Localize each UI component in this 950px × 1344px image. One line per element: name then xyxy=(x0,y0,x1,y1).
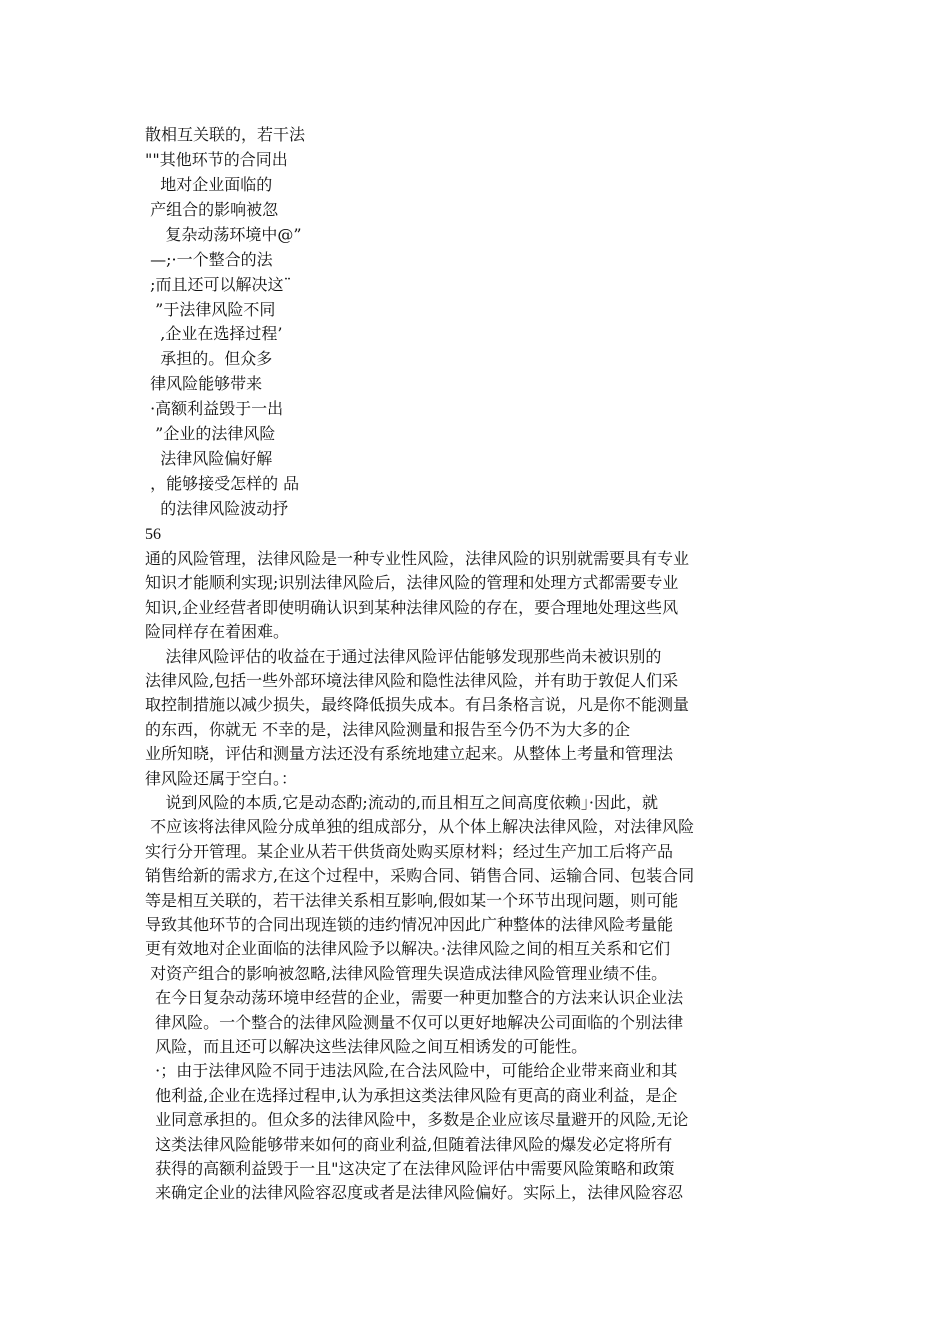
fragment-line: 散相互关联的，若干法 xyxy=(145,125,306,144)
fragment-line: 复杂动荡环境中@” xyxy=(145,224,302,244)
page-number: 56 xyxy=(145,526,161,543)
body-line: 来确定企业的法律风险容忍度或者是法律风险偏好。实际上，法律风险容忍 xyxy=(145,1183,684,1203)
body-line: 在今日复杂动荡环境申经营的企业，需要一种更加整合的方法来认识企业法 xyxy=(145,988,684,1008)
fragment-line: ”企业的法律风险 xyxy=(145,424,276,444)
fragment-line: 产组合的影响被忽 xyxy=(145,199,279,219)
body-line: ·；由于法律风险不同于违法风险,在合法风险中，可能给企业带来商业和其 xyxy=(145,1061,678,1081)
fragment-line: 地对企业面临的 xyxy=(145,174,273,194)
body-line: 险同样存在着困难。 xyxy=(145,622,290,642)
fragment-line: —;·一个整合的法 xyxy=(145,249,273,269)
fragment-line: 法律风险偏好解 xyxy=(145,449,273,469)
fragment-line: 律风险能够带来 xyxy=(145,374,263,394)
fragment-line: ”于法律风险不同 xyxy=(145,299,276,319)
body-line: 获得的高额利益毁于一且"这决定了在法律风险评估中需要风险策略和政策 xyxy=(145,1159,675,1178)
body-line: 通的风险管理，法律风险是一种专业性风险，法律风险的识别就需要具有专业 xyxy=(145,549,690,568)
body-line: 的东西，你就无 不幸的是，法律风险测量和报告至今仍不为大多的企 xyxy=(145,719,631,739)
body-line: 说到风险的本质,它是动态酌;流动的,而且相互之间高度依赖」·因此，就 xyxy=(145,793,658,812)
body-line: 取控制措施以减少损失，最终降低损失成本。有吕条格言说，凡是你不能测量 xyxy=(145,695,690,715)
body-line: 业同意承担的。但众多的法律风险中，多数是企业应该尽量避开的风险,无论 xyxy=(145,1110,689,1130)
fragment-line: ;而且还可以解决这¨ xyxy=(145,274,292,294)
body-line: 律风险。一个整合的法律风险测量不仅可以更好地解决公司面临的个别法律 xyxy=(145,1012,684,1032)
body-line: 销售给新的需求方,在这个过程中，采购合同、销售合同、运输合同、包装合同 xyxy=(145,866,695,886)
fragment-line: ""其他环节的合同出 xyxy=(145,149,288,169)
body-line: 法律风险,包括一些外部环境法律风险和隐性法律风险，并有助于敦促人们采 xyxy=(145,671,679,690)
body-line: 这类法律风险能够带来如何的商业利益,但随着法律风险的爆发必定将所有 xyxy=(145,1134,673,1154)
fragment-line: ·高额利益毁于一出 xyxy=(145,399,284,419)
body-line: 法律风险评估的收益在于通过法律风险评估能够发现那些尚未被识别的 xyxy=(145,646,662,666)
fragment-line: 的法律风险波动抒 xyxy=(145,498,289,518)
body-line: 业所知晓，评估和测量方法还没有系统地建立起来。从整体上考量和管理法 xyxy=(145,744,674,764)
fragment-line: ,企业在选择过程’ xyxy=(145,324,283,344)
body-line: 知识才能顺利实现;识别法律风险后，法律风险的管理和处理方式都需要专业 xyxy=(145,573,679,593)
body-line: 律风险还属于空白。： xyxy=(145,768,298,788)
fragment-line: ，能够接受怎样的 品 xyxy=(145,474,300,494)
body-line: 更有效地对企业面临的法律风险予以解决。·法律风险之间的相互关系和它们 xyxy=(145,939,671,959)
body-line: 对资产组合的影响被忽略,法律风险管理失误造成法律风险管理业绩不佳。 xyxy=(145,963,668,983)
body-line: 风险，而且还可以解决这些法律风险之间互相诱发的可能性。 xyxy=(145,1037,588,1056)
fragment-line: 承担的。但众多 xyxy=(145,349,273,369)
body-line: 等是相互关联的，若干法律关系相互影响,假如某一个环节出现问题，则可能 xyxy=(145,890,679,910)
body-line: 他利益,企业在选择过程申,认为承担这类法律风险有更高的商业利益，是企 xyxy=(145,1085,678,1105)
body-line: 实行分开管理。某企业从若干供货商处购买原材料；经过生产加工后将产品 xyxy=(145,841,674,861)
body-line: 知识,企业经营者即使明确认识到某种法律风险的存在，要合理地处理这些风 xyxy=(145,597,679,617)
body-line: 导致其他环节的合同出现连锁的违约情况冲因此广种整体的法律风险考量能 xyxy=(145,915,674,934)
body-line: 不应该将法律风险分成单独的组成部分，从个体上解决法律风险，对法律风险 xyxy=(145,817,695,837)
